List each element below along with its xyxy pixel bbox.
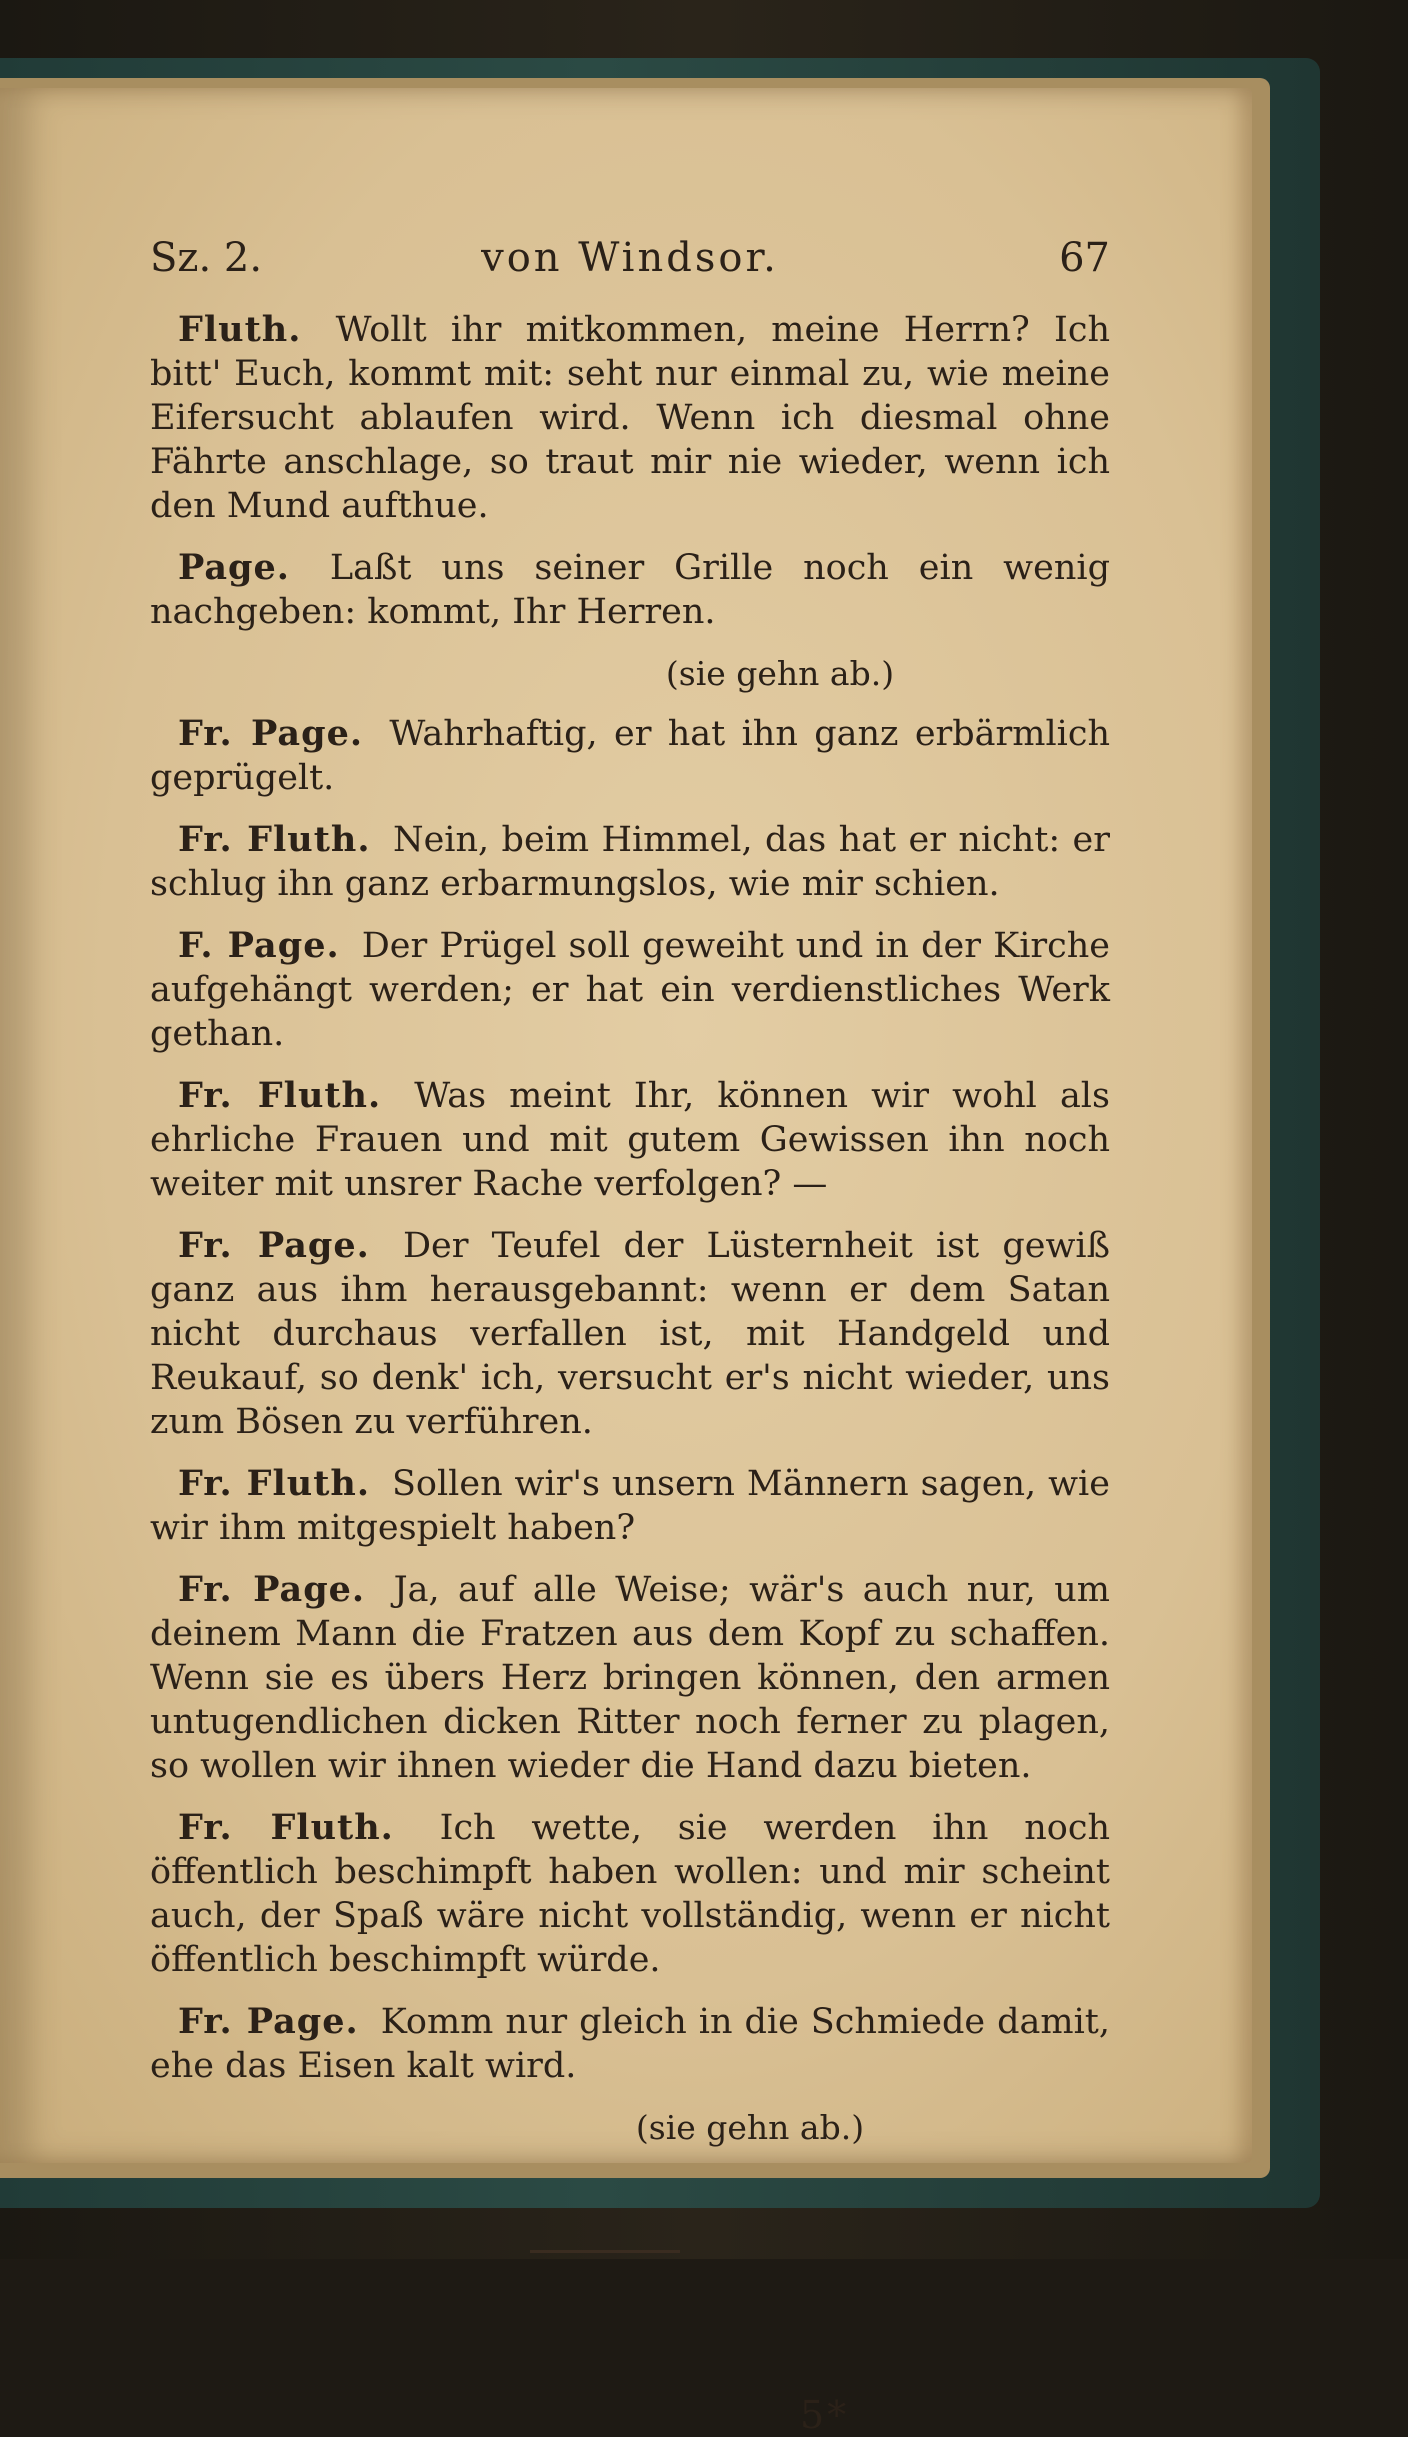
speech-paragraph xyxy=(150,1568,1110,1788)
speech-paragraph xyxy=(150,818,1110,906)
speech-paragraph xyxy=(150,1074,1110,1206)
stage-direction: (sie gehn ab.) xyxy=(635,2108,865,2147)
speech-paragraph xyxy=(150,1806,1110,1982)
speech-text: Ich wette, sie werden ihn noch öffentlich beschimpft haben wollen: und mir scheint auch, der Spaß wäre nicht vollständig, wenn er nicht öffentlich beschimpft würde. xyxy=(150,1808,1110,1980)
speech-text: Was meint Ihr, können wir wohl als ehrliche Frauen und mit gutem Gewissen ihn noch weiter mit unsrer Rache verfolgen? — xyxy=(150,1076,1110,1204)
speech-paragraph xyxy=(150,924,1110,1056)
running-title: von Windsor. xyxy=(481,235,779,281)
speaker-name: Fr. Page. xyxy=(178,713,364,754)
running-head xyxy=(150,228,1110,308)
speech-paragraph xyxy=(150,1462,1110,1550)
speech-text: Wollt ihr mitkommen, meine Herrn? Ich bitt' Euch, kommt mit: seht nur einmal zu, wie meine Eifersucht ablaufen wird. Wenn ich diesmal ohne Fährte anschlage, so traut mir nie wieder, wenn ich den Mund aufthue. xyxy=(150,310,1110,526)
speaker-name: Fr. Page. xyxy=(178,1569,366,1610)
speaker-name: Fr. Fluth. xyxy=(178,1463,371,1504)
page-text-block xyxy=(150,228,1110,2437)
speech-text: Laßt uns seiner Grille noch ein wenig nachgeben: kommt, Ihr Herren. xyxy=(150,548,1110,632)
speech-text: Sollen wir's unsern Männern sagen, wie wir ihm mitgespielt haben? xyxy=(150,1464,1110,1548)
signature-mark: 5* xyxy=(800,2393,850,2437)
speech-paragraph xyxy=(150,1224,1110,1444)
speech-text: Ja, auf alle Weise; wär's auch nur, um deinem Mann die Fratzen aus dem Kopf zu schaffen. Wenn sie es übers Herz bringen können, den armen untugendlichen dicken Ritter noch ferner zu plagen, so wollen wir ihnen wieder die Hand dazu bieten. xyxy=(150,1570,1110,1786)
speech-paragraph xyxy=(150,712,1110,800)
speaker-name: Fr. Fluth. xyxy=(178,1807,394,1848)
speaker-name: Fr. Fluth. xyxy=(178,1075,382,1116)
speaker-name: F. Page. xyxy=(178,925,340,966)
stage-direction: (sie gehn ab.) xyxy=(665,654,895,693)
section-rule xyxy=(530,2250,680,2253)
speaker-name: Fluth. xyxy=(178,309,302,350)
speech-text: Der Prügel soll geweiht und in der Kirche aufgehängt werden; er hat ein verdienstliches Werk gethan. xyxy=(150,926,1110,1054)
speech-text: Komm nur gleich in die Schmiede damit, ehe das Eisen kalt wird. xyxy=(150,2002,1110,2086)
scene-number: Sz. 2. xyxy=(150,235,263,281)
book-page xyxy=(0,88,1252,2437)
speech-text: Wahrhaftig, er hat ihn ganz erbärmlich geprügelt. xyxy=(150,714,1110,798)
speech-text: Der Teufel der Lüsternheit ist gewiß ganz aus ihm herausgebannt: wenn er dem Satan nicht durchaus verfallen ist, mit Handgeld und Reukauf, so denk' ich, versucht er's nicht wieder, uns zum Bösen zu verführen. xyxy=(150,1226,1110,1442)
speech-paragraph xyxy=(150,546,1110,634)
speaker-name: Fr. Page. xyxy=(178,2001,359,2042)
speech-text: Nein, beim Himmel, das hat er nicht: er schlug ihn ganz erbarmungslos, wie mir schien. xyxy=(150,820,1110,904)
speaker-name: Fr. Fluth. xyxy=(178,819,371,860)
speaker-name: Fr. Page. xyxy=(178,1225,370,1266)
speech-paragraph xyxy=(150,2000,1110,2088)
speech-paragraph xyxy=(150,308,1110,528)
page-number: 67 xyxy=(1059,235,1110,281)
speaker-name: Page. xyxy=(178,547,290,588)
